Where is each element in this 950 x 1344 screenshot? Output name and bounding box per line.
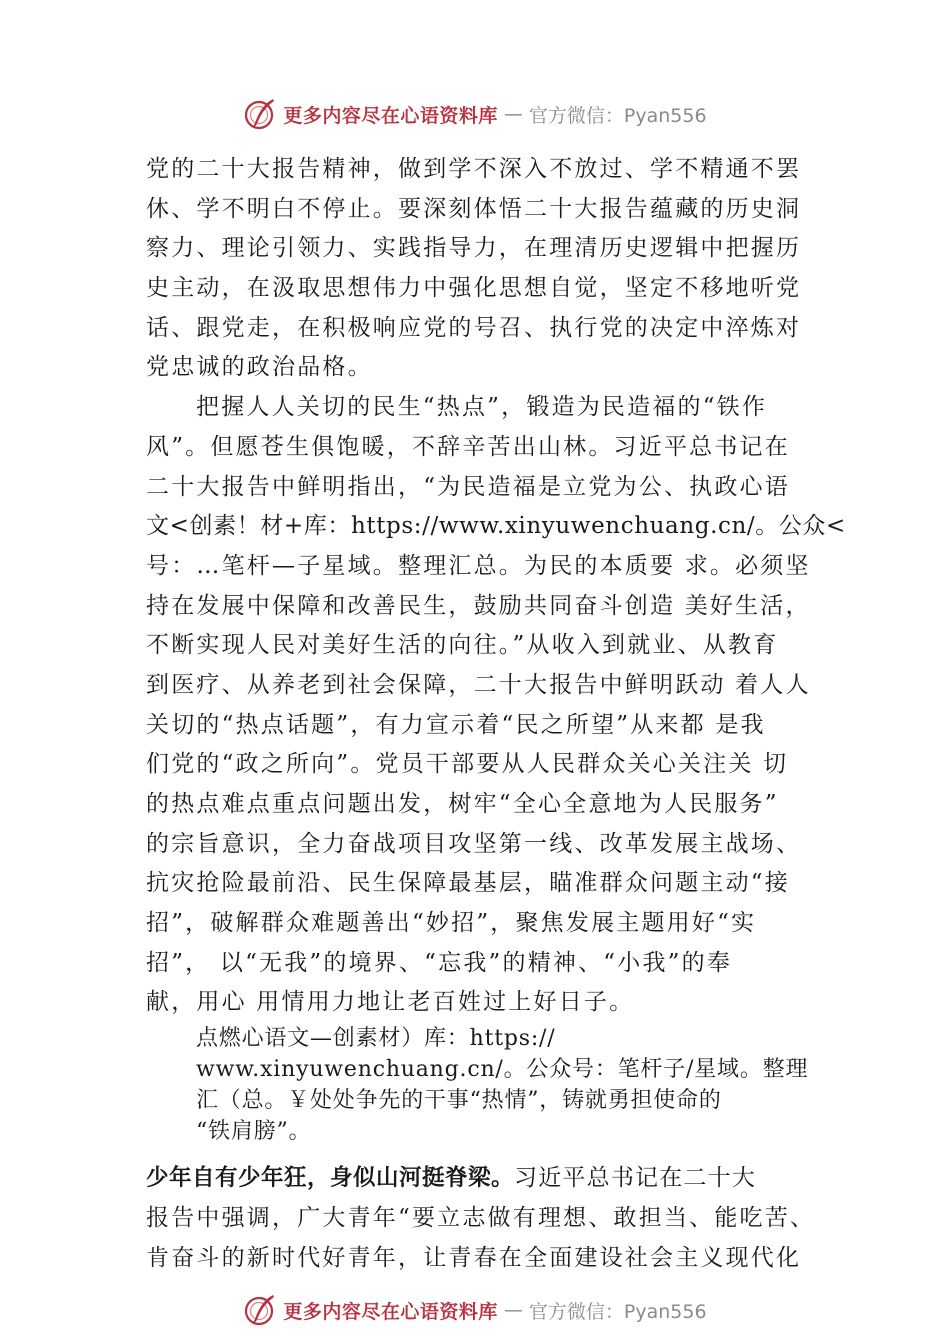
paragraph-3 xyxy=(146,1159,824,1278)
text-line: 的热点难点重点问题出发，树牢“全心全意地为人民服务” xyxy=(146,791,779,817)
header-wechat-label: 官方微信：Pyan556 xyxy=(528,104,707,127)
quote-line: 汇（总。￥处处争先的干事“热情”，铸就勇担使命的 xyxy=(196,1088,722,1114)
header-separator: — xyxy=(503,103,523,125)
text-line: 们党的“政之所向”。党员干部要从人民群众关心关注关 切 xyxy=(146,751,789,778)
text-line: 到医疗、从养老到社会保障，二十大报告中鲜明跃动 着人人 xyxy=(146,671,811,698)
text-line: 献，用心 用情用力地让老百姓过上好日子。 xyxy=(146,989,635,1016)
document-body xyxy=(146,150,846,1278)
header-site-name: 更多内容尽在心语资料库 xyxy=(283,104,498,127)
text-line: 号：…笔杆—子星域。整理汇总。为民的本质要 求。必须坚 xyxy=(146,552,811,579)
text-line: 文<创素！材+库：https://www.xinyuwenchuang.cn/。公众< xyxy=(146,513,846,540)
paragraph-1 xyxy=(146,150,824,388)
paragraph-3-first-line-rest: 习近平总书记在二十大 xyxy=(514,1165,757,1192)
quote-line: 点燃心语文—创素材）库：https:// xyxy=(196,1026,556,1052)
paragraph-3-lead: 少年自有少年狂，身似山河挺脊梁。 xyxy=(146,1165,515,1192)
text-line: 把握人人关切的民生“热点”，锻造为民造福的“铁作 xyxy=(196,394,768,421)
text-line: 党忠诚的政治品格。 xyxy=(146,354,373,381)
text-line: 肯奋斗的新时代好青年，让青春在全面建设社会主义现代化 xyxy=(146,1244,802,1271)
text-line: 报告中强调，广大青年“要立志做有理想、敢担当、能吃苦、 xyxy=(146,1204,816,1231)
quill-logo-icon xyxy=(243,1293,277,1327)
quill-logo-icon xyxy=(243,97,277,131)
text-line: 持在发展中保障和改善民生，鼓励共同奋斗创造 美好生活， xyxy=(146,592,811,619)
text-line: 话、跟党走，在积极响应党的号召、执行党的决定中淬炼对 xyxy=(146,314,802,341)
text-line: 风”。但愿苍生俱饱暖，不辞辛苦出山林。习近平总书记在 xyxy=(146,433,790,460)
footer-banner xyxy=(0,1290,950,1330)
text-line: 招”， 以“无我”的境界、“忘我”的精神、“小我”的奉 xyxy=(146,949,733,976)
quote-line: www.xinyuwenchuang.cn/。公众号：笔杆子/星域。整理 xyxy=(196,1057,809,1083)
paragraph-3-first-line xyxy=(146,1159,824,1199)
footer-wechat-label: 官方微信：Pyan556 xyxy=(528,1300,707,1323)
text-line: 党的二十大报告精神，做到学不深入不放过、学不精通不罢 xyxy=(146,156,802,182)
text-line: 察力、理论引领力、实践指导力，在理清历史逻辑中把握历 xyxy=(146,235,802,262)
quote-block xyxy=(146,1023,824,1147)
quote-line: “铁肩膀”。 xyxy=(196,1119,312,1145)
footer-site-name: 更多内容尽在心语资料库 xyxy=(283,1300,498,1323)
text-line: 关切的“热点话题”，有力宣示着“民之所望”从来都 是我 xyxy=(146,711,766,738)
text-line: 的宗旨意识，全力奋战项目攻坚第一线、改革发展主战场、 xyxy=(146,830,802,857)
text-line: 休、学不明白不停止。要深刻体悟二十大报告蕴藏的历史洞 xyxy=(146,195,802,222)
paragraph-2 xyxy=(146,388,846,1023)
text-line: 抗灾抢险最前沿、民生保障最基层，瞄准群众问题主动“接 xyxy=(146,870,790,897)
footer-banner-content xyxy=(243,1293,706,1327)
text-line: 招”，破解群众难题善出“妙招”，聚焦发展主题用好“实 xyxy=(146,910,757,937)
text-line: 不断实现人民对美好生活的向往。”从收入到就业、从教育 xyxy=(146,632,779,659)
text-line: 史主动，在汲取思想伟力中强化思想自觉，坚定不移地听党 xyxy=(146,275,802,302)
header-banner xyxy=(0,94,950,134)
text-line: 二十大报告中鲜明指出，“为民造福是立党为公、执政心语 xyxy=(146,473,790,500)
header-banner-content xyxy=(243,97,706,131)
footer-separator: — xyxy=(503,1299,523,1321)
